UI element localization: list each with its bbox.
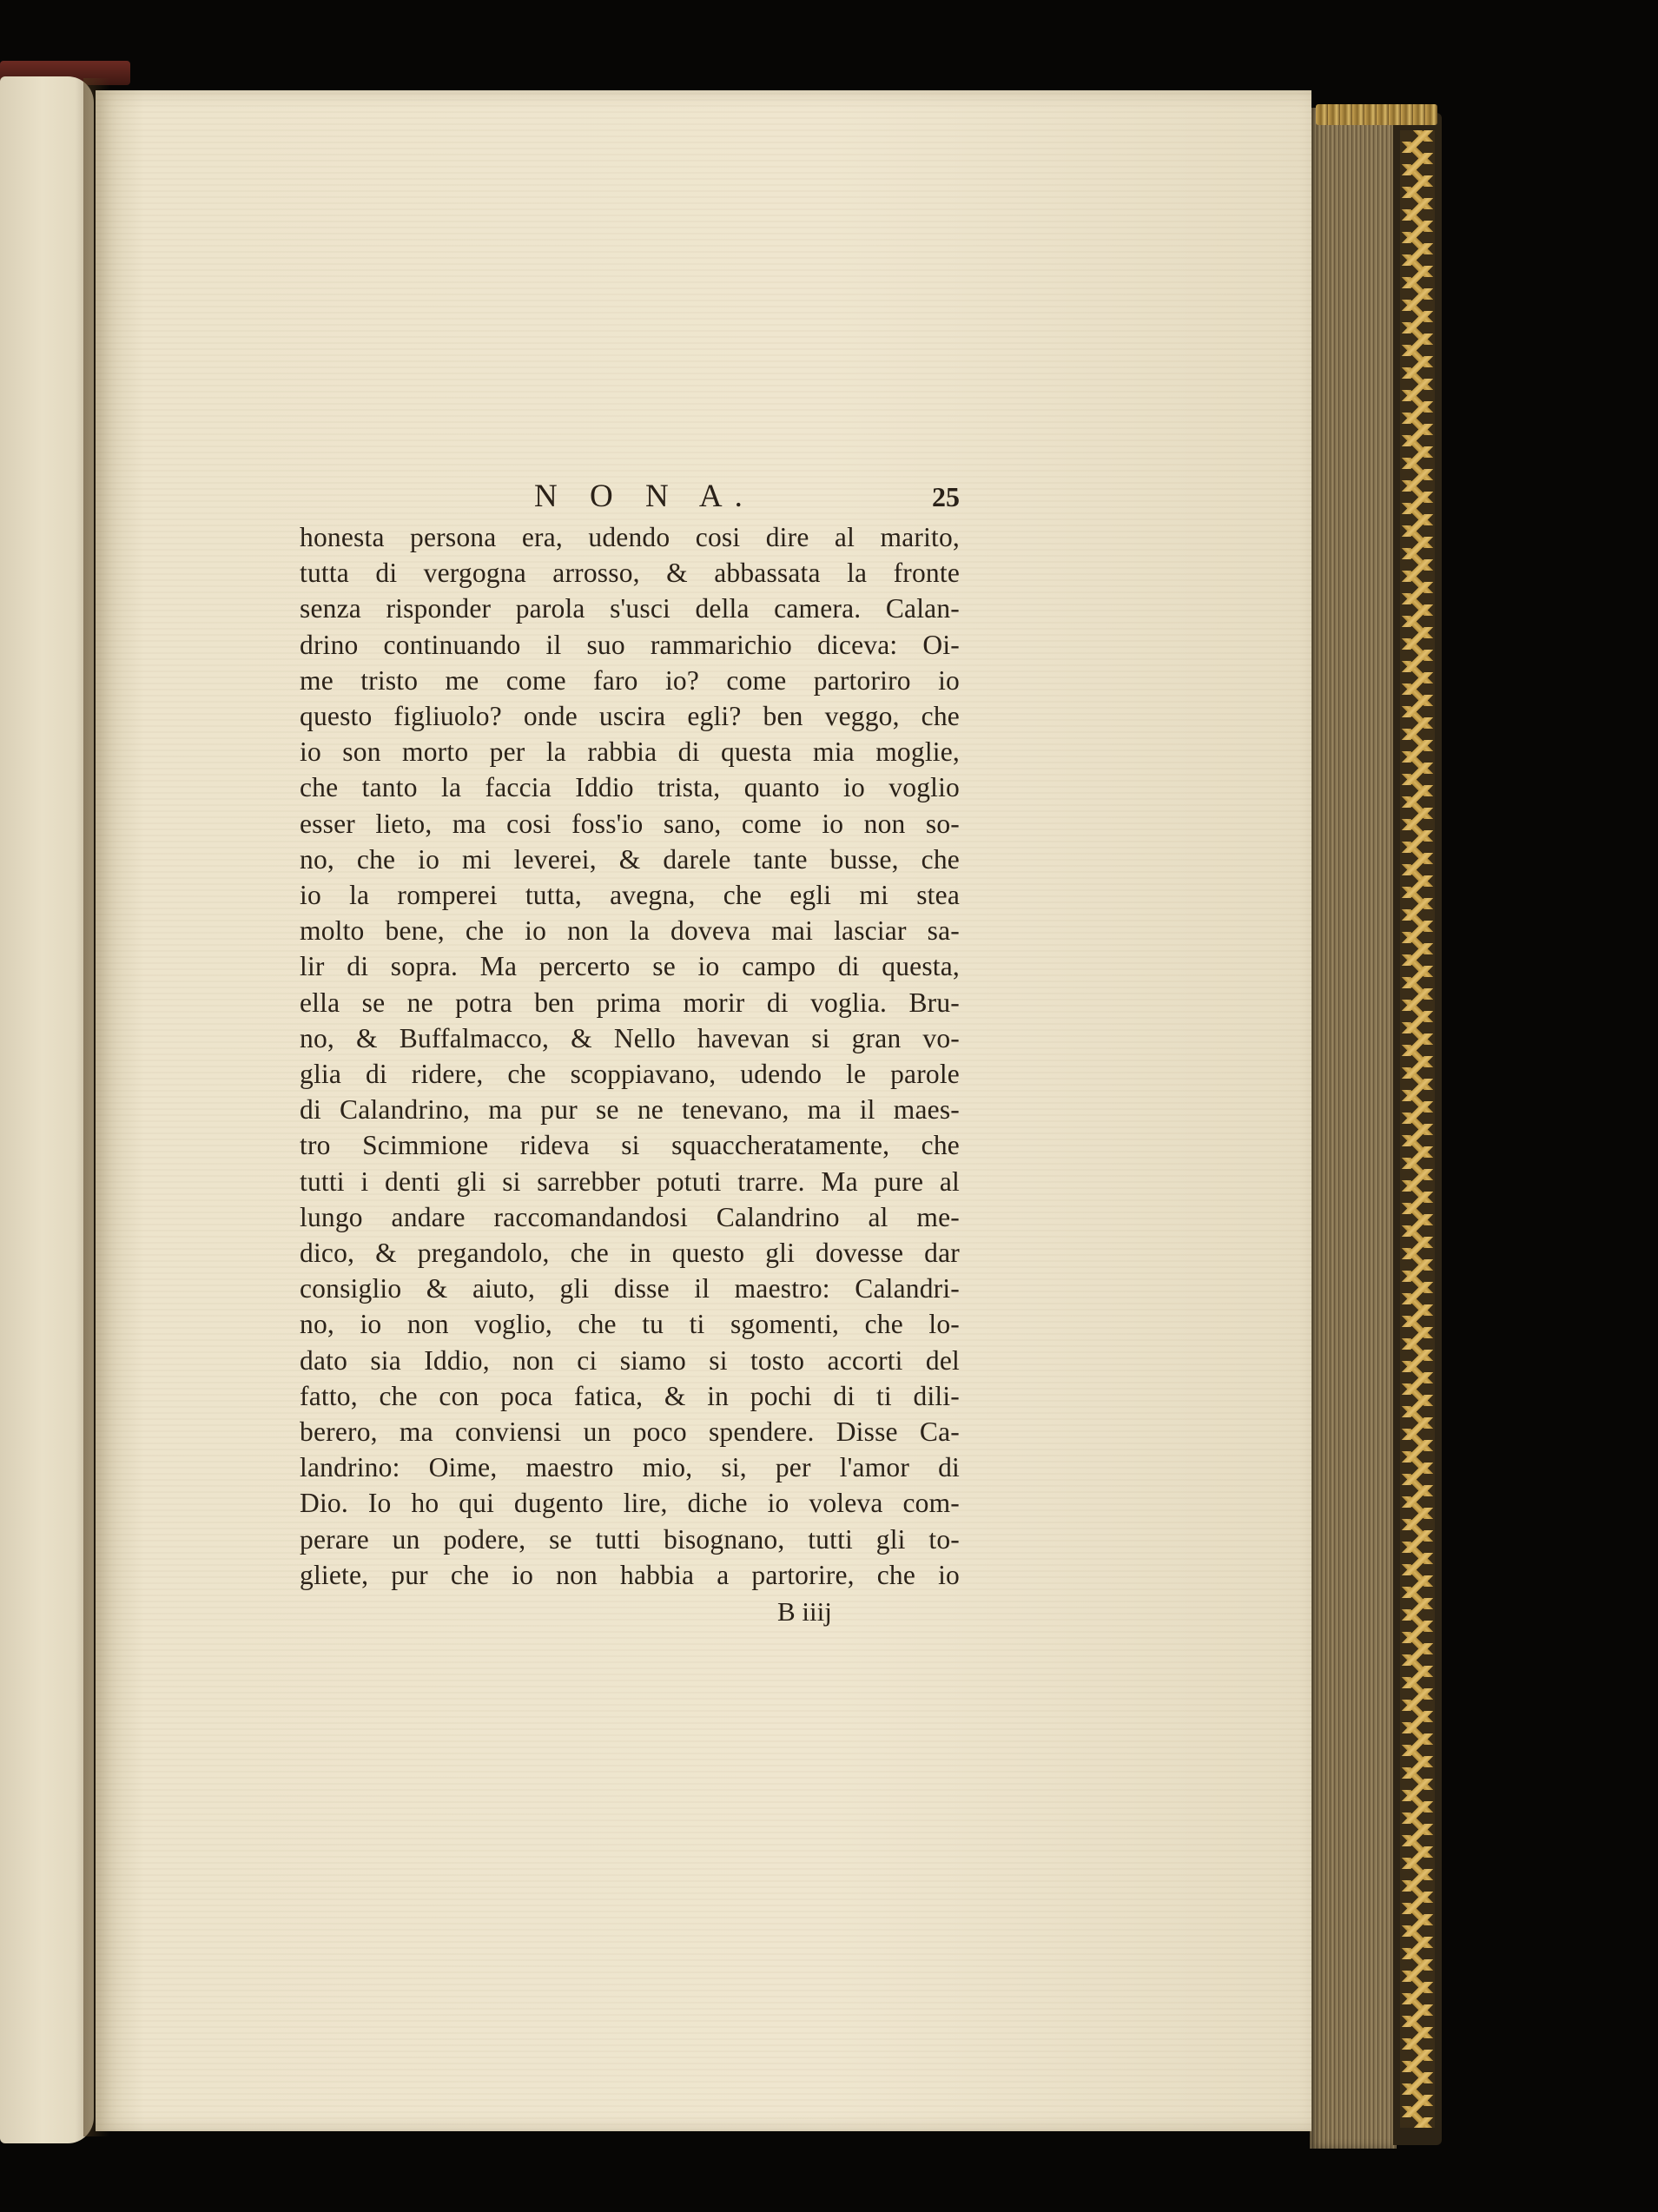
signature-mark: B iiij [777, 1596, 832, 1627]
gilt-headband [1316, 104, 1437, 125]
body-text [300, 519, 960, 1593]
text-line: gliete, pur che io non habbia a partorire, che io [300, 1559, 960, 1590]
text-line: che tanto la faccia Iddio trista, quanto io voglio [300, 772, 960, 803]
text-line: di Calandrino, ma pur se ne tenevano, ma il maes- [300, 1094, 960, 1126]
left-facing-page [0, 76, 94, 2143]
text-line: landrino: Oime, maestro mio, si, per l'amor di [300, 1452, 960, 1483]
text-line: no, che io mi leverei, & darele tante busse, che [300, 843, 960, 875]
text-line: me tristo me come faro io? come partoriro io [300, 664, 960, 696]
text-line: glia di ridere, che scoppiavano, udendo le parole [300, 1059, 960, 1090]
text-line: no, io non voglio, che tu ti sgomenti, che lo- [300, 1309, 960, 1340]
text-line: dico, & pregandolo, che in questo gli dovesse dar [300, 1238, 960, 1269]
page-fore-edge [1310, 108, 1397, 2149]
text-line: tro Scimmione rideva si squaccheratamente, che [300, 1130, 960, 1161]
text-line: fatto, che con poca fatica, & in pochi di ti dili- [300, 1380, 960, 1411]
text-line: molto bene, che io non la doveva mai lasciar sa- [300, 915, 960, 947]
text-line: tutta di vergogna arrosso, & abbassata la fronte [300, 558, 960, 589]
text-line: berero, ma conviensi un poco spendere. Disse Ca- [300, 1416, 960, 1448]
text-line: io la romperei tutta, avegna, che egli mi stea [300, 880, 960, 911]
text-line: perare un podere, se tutti bisognano, tutti gli to- [300, 1523, 960, 1555]
text-line: senza risponder parola s'usci della camera. Calan- [300, 593, 960, 624]
text-line: honesta persona era, udendo cosi dire al marito, [300, 522, 960, 552]
running-title: N O N A. [534, 479, 755, 514]
text-line: lungo andare raccomandandosi Calandrino al me- [300, 1201, 960, 1232]
text-line: ella se ne potra ben prima morir di voglia. Bru- [300, 987, 960, 1018]
text-line: consiglio & aiuto, gli disse il maestro: Calandri- [300, 1273, 960, 1304]
gilt-tooled-border [1400, 130, 1435, 2128]
text-line: questo figliuolo? onde uscira egli? ben veggo, che [300, 701, 960, 732]
page-number: 25 [932, 481, 960, 512]
text-line: no, & Buffalmacco, & Nello havevan si gran vo- [300, 1022, 960, 1053]
text-line: dato sia Iddio, non ci siamo si tosto accorti del [300, 1344, 960, 1376]
text-line: esser lieto, ma cosi foss'io sano, come io non so- [300, 808, 960, 839]
text-line: lir di sopra. Ma percerto se io campo di questa, [300, 951, 960, 982]
page-text-block [300, 469, 960, 1593]
text-line: Dio. Io ho qui dugento lire, diche io voleva com- [300, 1488, 960, 1519]
text-line: drino continuando il suo rammarichio diceva: Oi- [300, 629, 960, 660]
text-line: tutti i denti gli si sarrebber potuti trarre. Ma pure al [300, 1165, 960, 1197]
running-head [300, 469, 960, 519]
text-line: io son morto per la rabbia di questa mia moglie, [300, 736, 960, 768]
